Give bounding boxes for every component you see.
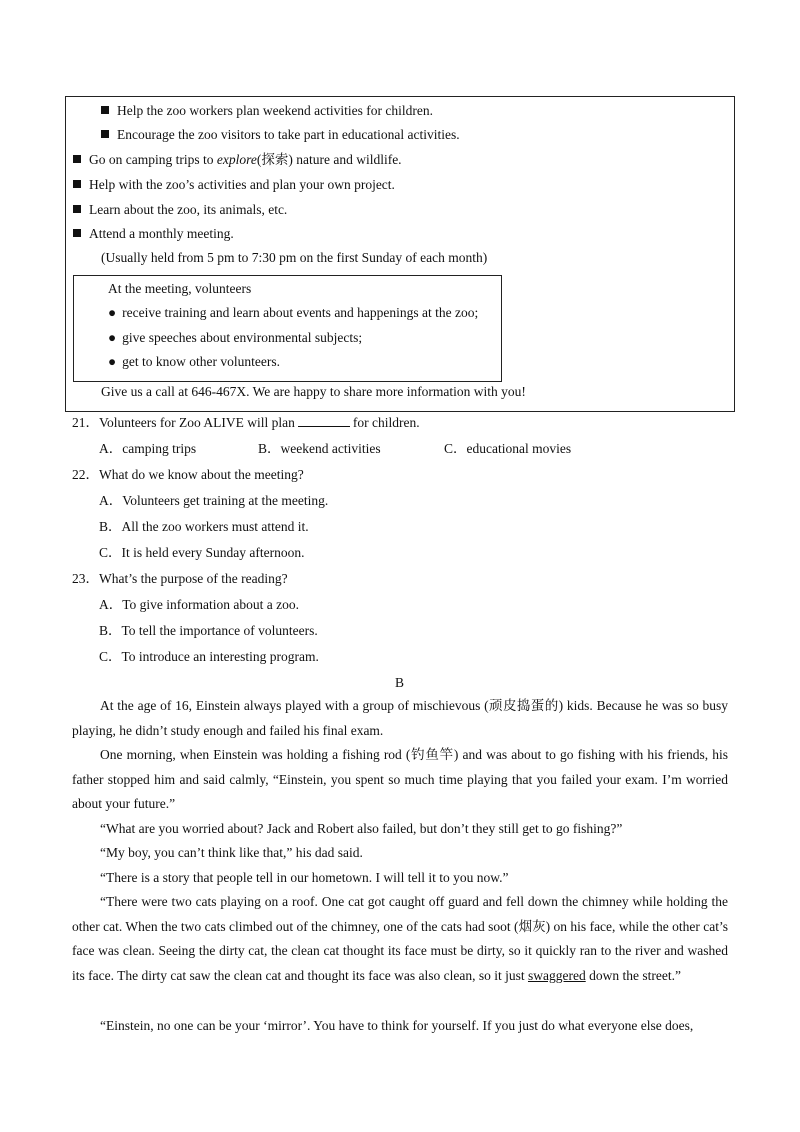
passage-paragraph: “Einstein, no one can be your ‘mirror’. You have to think for yourself. If you just do what everyone else does, — [100, 1018, 694, 1033]
question-22: 22．What do we know about the meeting? — [72, 467, 304, 482]
question-21: 21．Volunteers for Zoo ALIVE will plan for children. — [72, 415, 420, 430]
sub-item-1: Help the zoo workers plan weekend activities for children. — [101, 103, 433, 119]
bullet-dot-icon: ● — [108, 330, 117, 345]
section-label: B — [395, 675, 405, 690]
bullet-dot-icon: ● — [108, 354, 117, 369]
answer-blank — [298, 416, 350, 427]
passage-paragraph: “My boy, you can’t think like that,” his dad said. — [100, 845, 363, 860]
list-item-learn: Learn about the zoo, its animals, etc. — [73, 202, 287, 218]
square-bullet-icon — [73, 155, 81, 163]
option-a: A．To give information about a zoo. — [99, 597, 300, 612]
sub-item-2: Encourage the zoo visitors to take part in educational activities. — [101, 127, 460, 143]
call-info: Give us a call at 646-467X. We are happy to share more information with you! — [101, 384, 526, 399]
square-bullet-icon — [101, 106, 109, 114]
option-a: A．camping trips — [99, 441, 197, 456]
square-bullet-icon — [73, 180, 81, 188]
question-23: 23．What’s the purpose of the reading? — [72, 571, 288, 586]
square-bullet-icon — [73, 205, 81, 213]
list-item-project: Help with the zoo’s activities and plan your own project. — [73, 177, 395, 193]
list-item-meeting: Attend a monthly meeting. — [73, 226, 234, 242]
passage-paragraph: “There were two cats playing on a roof. One cat got caught off guard and fell down the chimney while holding the other cat. When the two cats climbed out of the chimney, one of the cats had soot (烟灰) on his face, while the other cat’s face was clean. Seeing the dirty cat, the clean cat thought its face must be dirty, so it quickly ran to the river and washed its face. The dirty cat saw the clean cat and thought its face was also clean, so it just swaggered down the street.” — [72, 894, 728, 983]
option-a: A．Volunteers get training at the meeting. — [99, 493, 329, 508]
meeting-bullet: ● receive training and learn about events and happenings at the zoo; — [108, 305, 479, 320]
underlined-word: swaggered — [527, 967, 586, 983]
option-b: B．All the zoo workers must attend it. — [99, 519, 309, 534]
passage-paragraph: At the age of 16, Einstein always played with a group of mischievous (顽皮捣蛋的) kids. Because he was so busy playing, he didn’t study enough and failed his final exam. — [72, 698, 728, 738]
option-c: C．It is held every Sunday afternoon. — [99, 545, 305, 560]
passage-paragraph: “There is a story that people tell in our hometown. I will tell it to you now.” — [100, 870, 509, 885]
square-bullet-icon — [101, 130, 109, 138]
option-b: B．weekend activities — [258, 441, 381, 456]
option-b: B．To tell the importance of volunteers. — [99, 623, 318, 638]
list-item-camping: Go on camping trips to explore(探索) nature and wildlife. — [73, 152, 402, 168]
bullet-dot-icon: ● — [108, 305, 117, 320]
passage-paragraph: “What are you worried about? Jack and Robert also failed, but don’t they still get to go fishing?” — [100, 821, 623, 836]
option-c: C．educational movies — [444, 441, 572, 456]
meeting-note: (Usually held from 5 pm to 7:30 pm on the first Sunday of each month) — [101, 250, 488, 265]
meeting-bullet: ● give speeches about environmental subjects; — [108, 330, 363, 345]
meeting-bullet: ● get to know other volunteers. — [108, 354, 280, 369]
option-c: C．To introduce an interesting program. — [99, 649, 319, 664]
square-bullet-icon — [73, 229, 81, 237]
passage-paragraph: One morning, when Einstein was holding a fishing rod (钓鱼竿) and was about to go fishing with his friends, his father stopped him and said calmly, “Einstein, you spent so much time playing that you failed your exam. I’m worried about your future.” — [72, 747, 728, 811]
meeting-heading: At the meeting, volunteers — [108, 281, 252, 296]
